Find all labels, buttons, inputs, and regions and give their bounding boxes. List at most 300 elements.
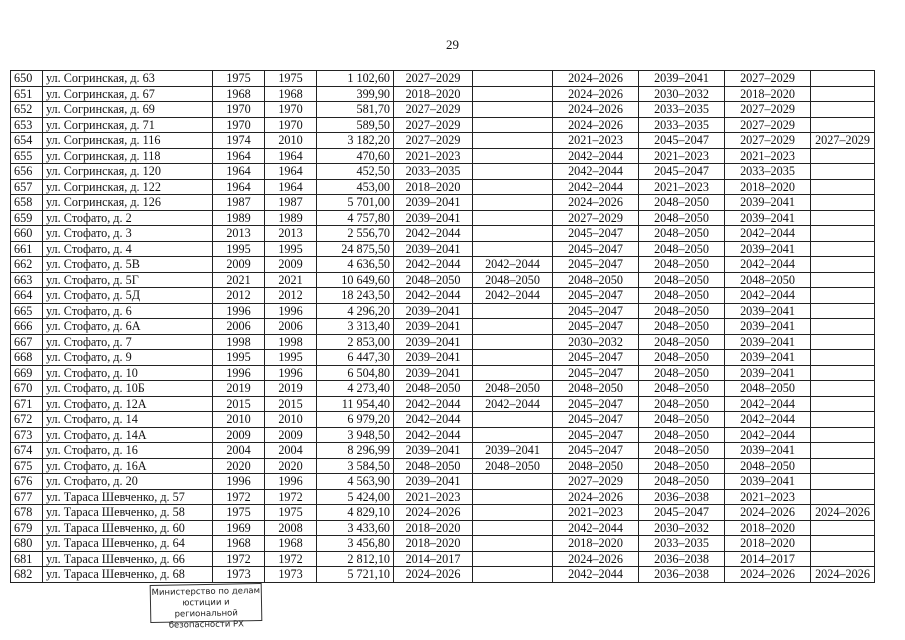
period-cell: 2021–2023 — [553, 505, 639, 521]
row-number-cell: 673 — [11, 427, 43, 443]
period-cell — [811, 288, 875, 304]
period-cell: 2018–2020 — [725, 536, 811, 552]
table-row — [11, 117, 875, 133]
period-cell: 2021–2023 — [725, 489, 811, 505]
area-cell: 6 447,30 — [317, 350, 394, 366]
period-cell — [811, 319, 875, 335]
period-cell: 2048–2050 — [639, 257, 725, 273]
period-cell: 2048–2050 — [639, 288, 725, 304]
table-row — [11, 536, 875, 552]
table-row — [11, 505, 875, 521]
build-year-cell: 1975 — [213, 71, 265, 87]
build-year-cell: 1975 — [213, 505, 265, 521]
period-cell: 2042–2044 — [725, 396, 811, 412]
address-cell: ул. Тараса Шевченко, д. 66 — [43, 551, 213, 567]
address-cell: ул. Согринская, д. 63 — [43, 71, 213, 87]
build-year-cell: 2020 — [213, 458, 265, 474]
period-cell: 2039–2041 — [394, 350, 473, 366]
period-cell: 2048–2050 — [394, 272, 473, 288]
period-cell: 2018–2020 — [725, 179, 811, 195]
period-cell: 2042–2044 — [725, 427, 811, 443]
period-cell: 2024–2026 — [553, 71, 639, 87]
period-cell: 2048–2050 — [553, 458, 639, 474]
address-cell: ул. Стофато, д. 9 — [43, 350, 213, 366]
address-cell: ул. Стофато, д. 2 — [43, 210, 213, 226]
table-row — [11, 551, 875, 567]
row-number-cell: 677 — [11, 489, 43, 505]
reconstruction-year-cell: 2009 — [265, 257, 317, 273]
period-cell: 2042–2044 — [473, 257, 553, 273]
period-cell — [473, 71, 553, 87]
period-cell — [473, 489, 553, 505]
period-cell: 2045–2047 — [553, 226, 639, 242]
period-cell: 2048–2050 — [639, 381, 725, 397]
address-cell: ул. Согринская, д. 118 — [43, 148, 213, 164]
period-cell — [811, 195, 875, 211]
row-number-cell: 659 — [11, 210, 43, 226]
reconstruction-year-cell: 2004 — [265, 443, 317, 459]
area-cell: 4 296,20 — [317, 303, 394, 319]
period-cell: 2039–2041 — [725, 365, 811, 381]
row-number-cell: 651 — [11, 86, 43, 102]
period-cell: 2036–2038 — [639, 567, 725, 583]
period-cell: 2048–2050 — [639, 334, 725, 350]
period-cell: 2030–2032 — [639, 86, 725, 102]
period-cell: 2018–2020 — [725, 86, 811, 102]
address-cell: ул. Стофато, д. 6А — [43, 319, 213, 335]
period-cell — [811, 396, 875, 412]
row-number-cell: 676 — [11, 474, 43, 490]
period-cell: 2027–2029 — [394, 117, 473, 133]
row-number-cell: 664 — [11, 288, 43, 304]
period-cell: 2048–2050 — [639, 303, 725, 319]
address-cell: ул. Согринская, д. 71 — [43, 117, 213, 133]
address-cell: ул. Стофато, д. 20 — [43, 474, 213, 490]
area-cell: 453,00 — [317, 179, 394, 195]
period-cell: 2042–2044 — [394, 427, 473, 443]
area-cell: 3 456,80 — [317, 536, 394, 552]
build-year-cell: 1972 — [213, 551, 265, 567]
row-number-cell: 674 — [11, 443, 43, 459]
reconstruction-year-cell: 1970 — [265, 117, 317, 133]
period-cell: 2045–2047 — [639, 505, 725, 521]
reconstruction-year-cell: 2013 — [265, 226, 317, 242]
area-cell: 589,50 — [317, 117, 394, 133]
period-cell: 2024–2026 — [725, 505, 811, 521]
area-cell: 4 563,90 — [317, 474, 394, 490]
period-cell — [473, 427, 553, 443]
address-cell: ул. Согринская, д. 126 — [43, 195, 213, 211]
area-cell: 2 556,70 — [317, 226, 394, 242]
period-cell: 2048–2050 — [639, 412, 725, 428]
period-cell: 2018–2020 — [394, 86, 473, 102]
address-cell: ул. Стофато, д. 10 — [43, 365, 213, 381]
period-cell — [811, 412, 875, 428]
period-cell: 2039–2041 — [725, 319, 811, 335]
period-cell: 2042–2044 — [553, 164, 639, 180]
period-cell: 2048–2050 — [639, 210, 725, 226]
reconstruction-year-cell: 1973 — [265, 567, 317, 583]
build-year-cell: 2006 — [213, 319, 265, 335]
period-cell — [473, 241, 553, 257]
period-cell: 2048–2050 — [725, 458, 811, 474]
period-cell: 2048–2050 — [639, 427, 725, 443]
period-cell — [811, 117, 875, 133]
address-cell: ул. Стофато, д. 5В — [43, 257, 213, 273]
period-cell — [811, 381, 875, 397]
table-row — [11, 195, 875, 211]
reconstruction-year-cell: 2015 — [265, 396, 317, 412]
address-cell: ул. Стофато, д. 3 — [43, 226, 213, 242]
stamp-line: Министерство по делам — [151, 586, 261, 598]
row-number-cell: 666 — [11, 319, 43, 335]
period-cell: 2045–2047 — [553, 350, 639, 366]
period-cell: 2027–2029 — [394, 133, 473, 149]
area-cell: 452,50 — [317, 164, 394, 180]
period-cell — [473, 350, 553, 366]
row-number-cell: 671 — [11, 396, 43, 412]
table-row — [11, 303, 875, 319]
reconstruction-year-cell: 1972 — [265, 489, 317, 505]
period-cell: 2039–2041 — [725, 241, 811, 257]
period-cell: 2021–2023 — [725, 148, 811, 164]
period-cell: 2048–2050 — [553, 272, 639, 288]
row-number-cell: 668 — [11, 350, 43, 366]
table-row — [11, 396, 875, 412]
build-year-cell: 1970 — [213, 117, 265, 133]
row-number-cell: 667 — [11, 334, 43, 350]
reconstruction-year-cell: 1995 — [265, 350, 317, 366]
period-cell: 2024–2026 — [811, 505, 875, 521]
address-cell: ул. Тараса Шевченко, д. 57 — [43, 489, 213, 505]
period-cell — [473, 148, 553, 164]
table-row — [11, 319, 875, 335]
reconstruction-year-cell: 1975 — [265, 71, 317, 87]
period-cell: 2033–2035 — [725, 164, 811, 180]
build-year-cell: 2019 — [213, 381, 265, 397]
period-cell — [473, 412, 553, 428]
build-year-cell: 1964 — [213, 148, 265, 164]
table-row — [11, 288, 875, 304]
period-cell — [473, 365, 553, 381]
period-cell: 2045–2047 — [553, 303, 639, 319]
row-number-cell: 660 — [11, 226, 43, 242]
build-year-cell: 1989 — [213, 210, 265, 226]
period-cell: 2030–2032 — [639, 520, 725, 536]
period-cell — [473, 551, 553, 567]
row-number-cell: 656 — [11, 164, 43, 180]
period-cell — [811, 164, 875, 180]
row-number-cell: 650 — [11, 71, 43, 87]
reconstruction-year-cell: 1996 — [265, 365, 317, 381]
period-cell — [473, 226, 553, 242]
period-cell: 2045–2047 — [553, 257, 639, 273]
period-cell: 2042–2044 — [394, 288, 473, 304]
period-cell: 2027–2029 — [725, 102, 811, 118]
row-number-cell: 669 — [11, 365, 43, 381]
period-cell: 2048–2050 — [639, 396, 725, 412]
period-cell: 2048–2050 — [639, 365, 725, 381]
area-cell: 3 182,20 — [317, 133, 394, 149]
area-cell: 24 875,50 — [317, 241, 394, 257]
area-cell: 2 853,00 — [317, 334, 394, 350]
period-cell: 2048–2050 — [639, 458, 725, 474]
period-cell: 2045–2047 — [553, 412, 639, 428]
period-cell: 2048–2050 — [639, 195, 725, 211]
build-year-cell: 1969 — [213, 520, 265, 536]
period-cell: 2039–2041 — [725, 474, 811, 490]
period-cell: 2024–2026 — [811, 567, 875, 583]
period-cell: 2033–2035 — [639, 102, 725, 118]
reconstruction-year-cell: 1995 — [265, 241, 317, 257]
area-cell: 10 649,60 — [317, 272, 394, 288]
period-cell — [473, 117, 553, 133]
area-cell: 3 948,50 — [317, 427, 394, 443]
period-cell: 2048–2050 — [394, 458, 473, 474]
period-cell: 2024–2026 — [725, 567, 811, 583]
period-cell: 2042–2044 — [473, 396, 553, 412]
period-cell: 2042–2044 — [394, 226, 473, 242]
reconstruction-year-cell: 1970 — [265, 102, 317, 118]
area-cell: 3 584,50 — [317, 458, 394, 474]
build-year-cell: 1996 — [213, 474, 265, 490]
reconstruction-year-cell: 1987 — [265, 195, 317, 211]
period-cell: 2048–2050 — [639, 226, 725, 242]
reconstruction-year-cell: 1989 — [265, 210, 317, 226]
period-cell: 2039–2041 — [725, 334, 811, 350]
period-cell: 2030–2032 — [553, 334, 639, 350]
period-cell — [811, 474, 875, 490]
period-cell: 2024–2026 — [553, 86, 639, 102]
area-cell: 1 102,60 — [317, 71, 394, 87]
area-cell: 399,90 — [317, 86, 394, 102]
reconstruction-year-cell: 1968 — [265, 536, 317, 552]
period-cell — [811, 102, 875, 118]
period-cell — [473, 164, 553, 180]
period-cell: 2042–2044 — [725, 226, 811, 242]
period-cell — [811, 179, 875, 195]
reconstruction-year-cell: 1964 — [265, 148, 317, 164]
table-row — [11, 257, 875, 273]
period-cell: 2045–2047 — [553, 288, 639, 304]
period-cell: 2048–2050 — [639, 272, 725, 288]
period-cell: 2024–2026 — [553, 489, 639, 505]
row-number-cell: 670 — [11, 381, 43, 397]
period-cell: 2039–2041 — [394, 474, 473, 490]
build-year-cell: 1972 — [213, 489, 265, 505]
table-row — [11, 474, 875, 490]
period-cell: 2042–2044 — [725, 412, 811, 428]
address-cell: ул. Стофато, д. 5Д — [43, 288, 213, 304]
table-row — [11, 226, 875, 242]
period-cell: 2048–2050 — [553, 381, 639, 397]
reconstruction-year-cell: 1996 — [265, 474, 317, 490]
area-cell: 581,70 — [317, 102, 394, 118]
period-cell: 2048–2050 — [639, 443, 725, 459]
row-number-cell: 681 — [11, 551, 43, 567]
reconstruction-year-cell: 1964 — [265, 164, 317, 180]
period-cell: 2036–2038 — [639, 551, 725, 567]
area-cell: 4 829,10 — [317, 505, 394, 521]
table-row — [11, 458, 875, 474]
period-cell: 2021–2023 — [639, 148, 725, 164]
build-year-cell: 2004 — [213, 443, 265, 459]
period-cell: 2024–2026 — [394, 567, 473, 583]
period-cell: 2039–2041 — [394, 334, 473, 350]
period-cell — [473, 210, 553, 226]
build-year-cell: 1974 — [213, 133, 265, 149]
area-cell: 3 433,60 — [317, 520, 394, 536]
build-year-cell: 2010 — [213, 412, 265, 428]
table-row — [11, 210, 875, 226]
period-cell: 2039–2041 — [725, 195, 811, 211]
period-cell: 2021–2023 — [394, 489, 473, 505]
row-number-cell: 653 — [11, 117, 43, 133]
row-number-cell: 658 — [11, 195, 43, 211]
build-year-cell: 1996 — [213, 365, 265, 381]
row-number-cell: 672 — [11, 412, 43, 428]
address-cell: ул. Тараса Шевченко, д. 68 — [43, 567, 213, 583]
period-cell: 2039–2041 — [725, 350, 811, 366]
reconstruction-year-cell: 2012 — [265, 288, 317, 304]
address-cell: ул. Согринская, д. 122 — [43, 179, 213, 195]
row-number-cell: 675 — [11, 458, 43, 474]
reconstruction-year-cell: 2010 — [265, 133, 317, 149]
table-row — [11, 102, 875, 118]
build-year-cell: 1973 — [213, 567, 265, 583]
build-year-cell: 1964 — [213, 179, 265, 195]
period-cell: 2042–2044 — [553, 567, 639, 583]
period-cell — [811, 427, 875, 443]
reconstruction-year-cell: 1968 — [265, 86, 317, 102]
address-cell: ул. Стофато, д. 16А — [43, 458, 213, 474]
period-cell: 2039–2041 — [725, 303, 811, 319]
address-cell: ул. Стофато, д. 5Г — [43, 272, 213, 288]
period-cell: 2045–2047 — [553, 396, 639, 412]
period-cell — [811, 257, 875, 273]
area-cell: 4 757,80 — [317, 210, 394, 226]
period-cell: 2045–2047 — [639, 164, 725, 180]
table-row — [11, 350, 875, 366]
period-cell: 2018–2020 — [553, 536, 639, 552]
period-cell: 2039–2041 — [394, 365, 473, 381]
period-cell: 2024–2026 — [394, 505, 473, 521]
period-cell: 2039–2041 — [473, 443, 553, 459]
page-number: 29 — [446, 37, 459, 52]
period-cell: 2033–2035 — [639, 536, 725, 552]
build-year-cell: 1968 — [213, 86, 265, 102]
period-cell — [473, 102, 553, 118]
build-year-cell: 1998 — [213, 334, 265, 350]
table-row — [11, 443, 875, 459]
period-cell: 2018–2020 — [394, 179, 473, 195]
area-cell: 2 812,10 — [317, 551, 394, 567]
table-row — [11, 86, 875, 102]
period-cell: 2039–2041 — [394, 210, 473, 226]
period-cell — [811, 241, 875, 257]
table-row — [11, 179, 875, 195]
table-row — [11, 567, 875, 583]
build-year-cell: 1995 — [213, 350, 265, 366]
period-cell — [811, 365, 875, 381]
period-cell — [811, 71, 875, 87]
reconstruction-year-cell: 1964 — [265, 179, 317, 195]
period-cell — [811, 443, 875, 459]
build-year-cell: 2009 — [213, 427, 265, 443]
period-cell: 2048–2050 — [639, 350, 725, 366]
period-cell — [811, 458, 875, 474]
period-cell — [473, 133, 553, 149]
period-cell: 2018–2020 — [725, 520, 811, 536]
row-number-cell: 682 — [11, 567, 43, 583]
build-year-cell: 2013 — [213, 226, 265, 242]
period-cell — [473, 520, 553, 536]
reconstruction-year-cell: 2009 — [265, 427, 317, 443]
table-row — [11, 148, 875, 164]
ministry-stamp — [150, 583, 263, 631]
period-cell: 2048–2050 — [639, 319, 725, 335]
address-cell: ул. Согринская, д. 116 — [43, 133, 213, 149]
period-cell: 2048–2050 — [639, 241, 725, 257]
period-cell: 2024–2026 — [553, 117, 639, 133]
build-year-cell: 1996 — [213, 303, 265, 319]
period-cell — [811, 489, 875, 505]
build-year-cell: 1995 — [213, 241, 265, 257]
period-cell: 2039–2041 — [639, 71, 725, 87]
reconstruction-year-cell: 1975 — [265, 505, 317, 521]
address-cell: ул. Тараса Шевченко, д. 64 — [43, 536, 213, 552]
area-cell: 11 954,40 — [317, 396, 394, 412]
area-cell: 18 243,50 — [317, 288, 394, 304]
period-cell: 2039–2041 — [725, 210, 811, 226]
period-cell — [811, 334, 875, 350]
period-cell: 2048–2050 — [473, 458, 553, 474]
row-number-cell: 657 — [11, 179, 43, 195]
period-cell: 2027–2029 — [811, 133, 875, 149]
period-cell: 2042–2044 — [725, 288, 811, 304]
period-cell: 2024–2026 — [553, 551, 639, 567]
build-year-cell: 2015 — [213, 396, 265, 412]
row-number-cell: 679 — [11, 520, 43, 536]
table-row — [11, 365, 875, 381]
address-cell: ул. Стофато, д. 16 — [43, 443, 213, 459]
period-cell: 2018–2020 — [394, 520, 473, 536]
reconstruction-year-cell: 2010 — [265, 412, 317, 428]
stamp-line: юстиции и региональной — [174, 597, 238, 620]
reconstruction-year-cell: 1972 — [265, 551, 317, 567]
period-cell: 2039–2041 — [725, 443, 811, 459]
period-cell: 2027–2029 — [725, 117, 811, 133]
period-cell — [811, 551, 875, 567]
period-cell: 2021–2023 — [394, 148, 473, 164]
address-cell: ул. Стофато, д. 4 — [43, 241, 213, 257]
period-cell: 2042–2044 — [553, 520, 639, 536]
address-cell: ул. Стофато, д. 14А — [43, 427, 213, 443]
table-row — [11, 520, 875, 536]
period-cell: 2024–2026 — [553, 195, 639, 211]
period-cell: 2027–2029 — [725, 133, 811, 149]
table-row — [11, 241, 875, 257]
row-number-cell: 654 — [11, 133, 43, 149]
period-cell — [473, 334, 553, 350]
period-cell: 2039–2041 — [394, 195, 473, 211]
period-cell — [811, 226, 875, 242]
area-cell: 4 636,50 — [317, 257, 394, 273]
period-cell — [473, 474, 553, 490]
address-cell: ул. Согринская, д. 120 — [43, 164, 213, 180]
reconstruction-year-cell: 2006 — [265, 319, 317, 335]
period-cell — [473, 567, 553, 583]
